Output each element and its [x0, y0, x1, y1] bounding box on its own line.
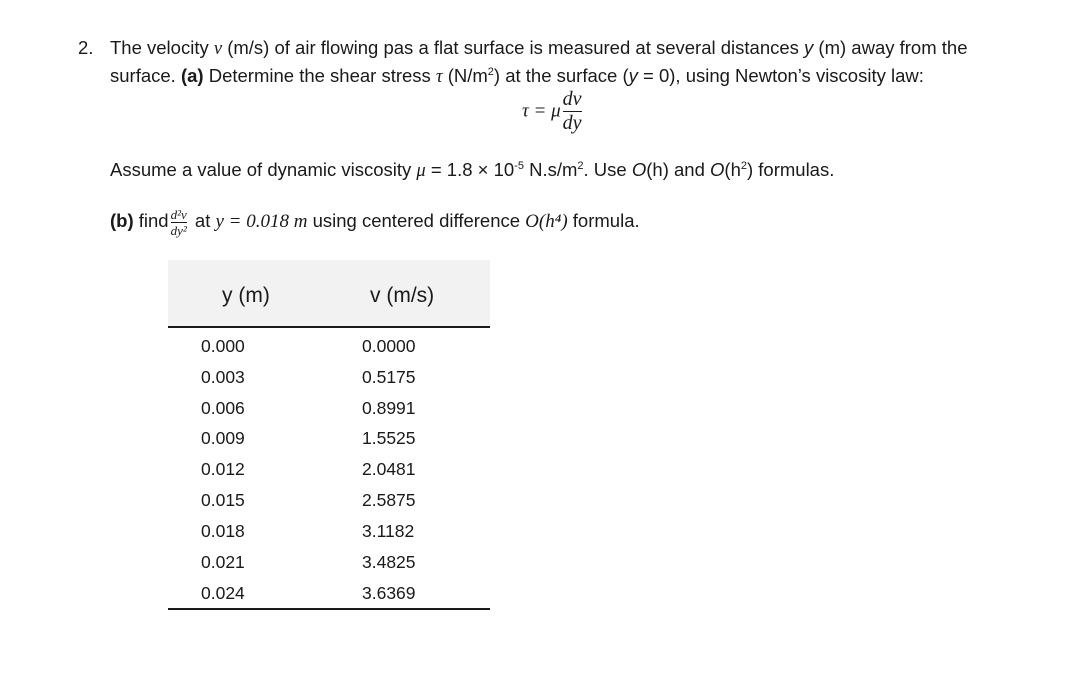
var-v: v	[213, 39, 223, 59]
problem-line-2: surface. (a) Determine the shear stress τ $(N/m^2)$ at the surface (y = 0), using Newton’s viscosity law:	[110, 65, 924, 87]
newton-viscosity-equation	[522, 88, 584, 135]
table-cell-y: 0.018	[201, 521, 245, 541]
order-h4: O(h⁴)	[525, 211, 568, 232]
data-table	[168, 260, 490, 610]
assume-line: Assume a value of dynamic viscosity $\mu = 1.8 \times 10^{-5}$ $N.s/m^2$. Use O(h) and $O(h^2)$ formulas.	[110, 159, 835, 181]
table-cell-v: 2.0481	[362, 459, 416, 479]
equation-fraction	[563, 88, 582, 135]
equation-numerator: dv	[562, 88, 582, 110]
table-cell-v: 0.5175	[362, 367, 416, 387]
part-b-label: (b)	[110, 210, 134, 231]
table-cell-y: 0.009	[201, 428, 245, 448]
table-cell-v: 0.8991	[362, 398, 416, 418]
header-v: v (m/s)	[370, 284, 435, 307]
table-cell-y: 0.021	[201, 552, 245, 572]
table-cell-v: 3.1182	[362, 521, 415, 541]
condition-y: y = 0.018 m	[215, 211, 308, 232]
table-cell-y: 0.000	[201, 336, 245, 356]
part-b-line: (b) find $\frac{\text{d²v}}{\text{dy²}}$ at y = 0.018 m using centered difference O(h⁴) formula.	[110, 206, 640, 238]
table-cell-v: 3.4825	[362, 552, 416, 572]
table-cell-v: 3.6369	[362, 583, 416, 603]
var-y: y	[804, 37, 814, 58]
table-cell-y: 0.024	[201, 583, 245, 603]
table-cell-v: 2.5875	[362, 490, 416, 510]
var-mu: μ	[416, 161, 426, 181]
table-cell-v: 0.0000	[362, 336, 416, 356]
header-y: y (m)	[222, 284, 270, 307]
table-cell-y: 0.003	[201, 367, 245, 387]
table-body	[168, 328, 490, 610]
table-header	[168, 260, 490, 328]
problem-line-1: The velocity v (m/s) of air flowing pas a flat surface is measured at several distances y (m) away from the	[110, 37, 968, 59]
equation-denominator: dy	[562, 112, 582, 134]
table-cell-y: 0.015	[201, 490, 245, 510]
part-a-label: (a)	[180, 65, 204, 86]
table-cell-v: 1.5525	[362, 428, 416, 448]
var-tau: τ	[435, 67, 443, 87]
table-cell-y: 0.012	[201, 459, 245, 479]
equation-lhs: τ = μ	[522, 100, 561, 122]
second-derivative-fraction: $\frac{\text{d²v}}{\text{dy²}}$	[170, 206, 187, 238]
problem-number: 2.	[78, 37, 94, 58]
table-cell-y: 0.006	[201, 398, 245, 418]
